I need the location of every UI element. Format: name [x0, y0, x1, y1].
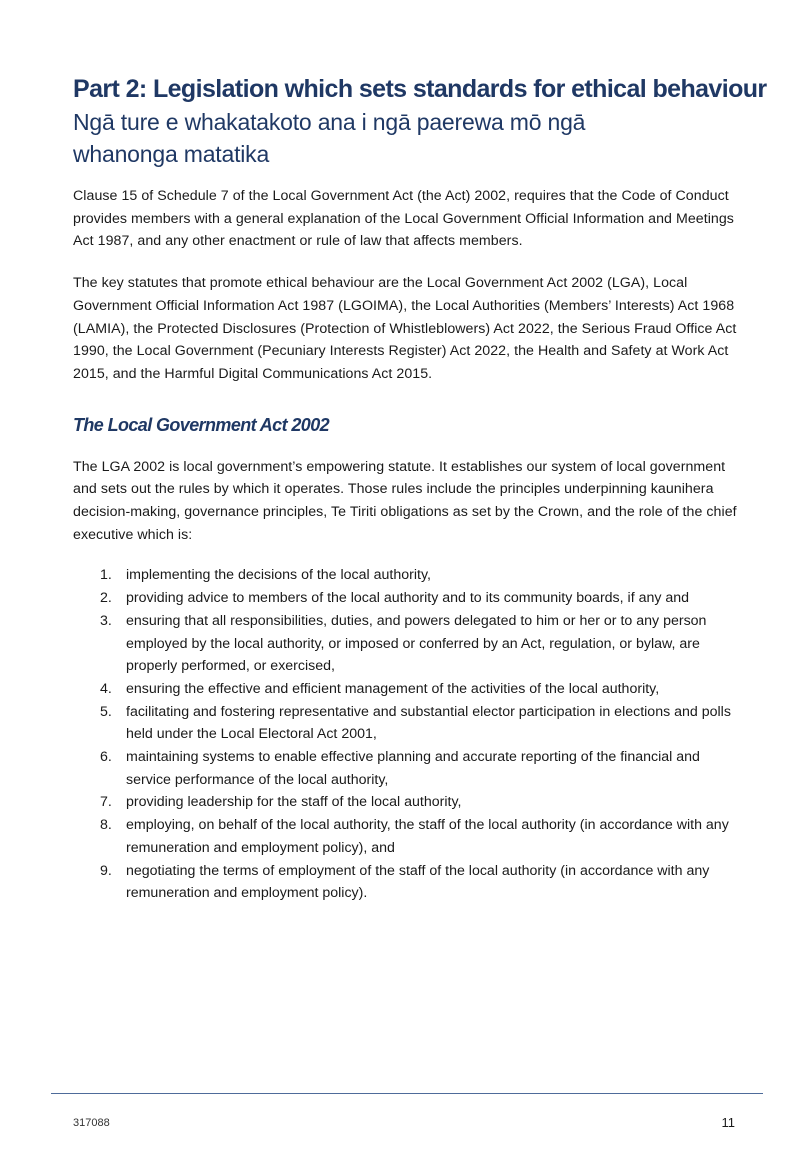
- list-item-number: 6.: [100, 749, 112, 766]
- list-item-text: providing leadership for the staff of the local authority,: [126, 794, 462, 811]
- page-number: 11: [721, 1115, 735, 1130]
- list-item-text: ensuring that all responsibilities, duties, and powers delegated to him or her or to any person employed by the local authority, or imposed or conferred by an Act, regulation, or bylaw, are properly performed, or exercised,: [126, 612, 707, 675]
- list-item-text: providing advice to members of the local authority and to its community boards, if any and: [126, 590, 690, 607]
- footer-divider: [51, 1093, 763, 1094]
- list-item: [73, 564, 741, 587]
- page-content: [73, 72, 767, 905]
- list-item-number: 7.: [100, 794, 112, 811]
- list-item-number: 2.: [100, 590, 112, 607]
- list-item-text: implementing the decisions of the local authority,: [126, 567, 431, 584]
- list-item-number: 1.: [100, 567, 112, 584]
- chief-executive-duties-list: [73, 564, 741, 905]
- intro-paragraph-key-statutes: The key statutes that promote ethical behaviour are the Local Government Act 2002 (LGA), Local Government Official Information Act 1987 (LGOIMA), the Local Authorities (Members’ Interests) Act 1968 (LAMIA), the Protected Disclosures (Protection of Whistleblowers) Act 2022, the Serious Fraud Office Act 1990, the Local Government (Pecuniary Interests Register) Act 2022, the Health and Safety at Work Act 2015, and the Harmful Digital Communications Act 2015.: [73, 275, 737, 382]
- list-item-text: negotiating the terms of employment of the staff of the local authority (in accordance with any remuneration and employment policy).: [126, 862, 710, 902]
- list-item-text: facilitating and fostering representative and substantial elector participation in elections and polls held under the Local Electoral Act 2001,: [126, 703, 731, 743]
- list-item: [73, 791, 741, 814]
- list-item-text: maintaining systems to enable effective planning and accurate reporting of the financial and service performance of the local authority,: [126, 749, 700, 788]
- list-item-number: 5.: [100, 703, 112, 720]
- list-item: [73, 587, 741, 610]
- section-title-lga: The Local Government Act 2002: [73, 414, 330, 435]
- list-item-text: ensuring the effective and efficient management of the activities of the local authority,: [126, 680, 660, 697]
- list-item-text: employing, on behalf of the local authority, the staff of the local authority (in accordance with any remuneration and employment policy), and: [126, 817, 729, 856]
- document-id: 317088: [73, 1117, 110, 1129]
- list-item: [73, 746, 741, 791]
- page-title: Part 2: Legislation which sets standards for ethical behaviour: [73, 75, 767, 103]
- list-item-number: 4.: [100, 680, 112, 697]
- list-item-number: 3.: [100, 612, 112, 629]
- list-item-number: 9.: [100, 862, 112, 879]
- list-item: [73, 860, 741, 905]
- list-item: [73, 610, 741, 678]
- list-item: [73, 701, 741, 746]
- list-item: [73, 814, 741, 859]
- list-item-number: 8.: [100, 817, 112, 834]
- list-item: [73, 678, 741, 701]
- page-subtitle-maori: Ngā ture e whakatakoto ana i ngā paerewa mō ngā whanonga matatika: [73, 109, 586, 167]
- intro-paragraph-clause-15: Clause 15 of Schedule 7 of the Local Government Act (the Act) 2002, requires that the Code of Conduct provides members with a general explanation of the Local Government Official Information and Meetings Act 1987, and any other enactment or rule of law that affects members.: [73, 188, 734, 250]
- lga-paragraph: The LGA 2002 is local government’s empowering statute. It establishes our system of local government and sets out the rules by which it operates. Those rules include the principles underpinning kaunihera decision-making, governance principles, Te Tiriti obligations as set by the Crown, and the role of the chief executive which is:: [73, 458, 737, 543]
